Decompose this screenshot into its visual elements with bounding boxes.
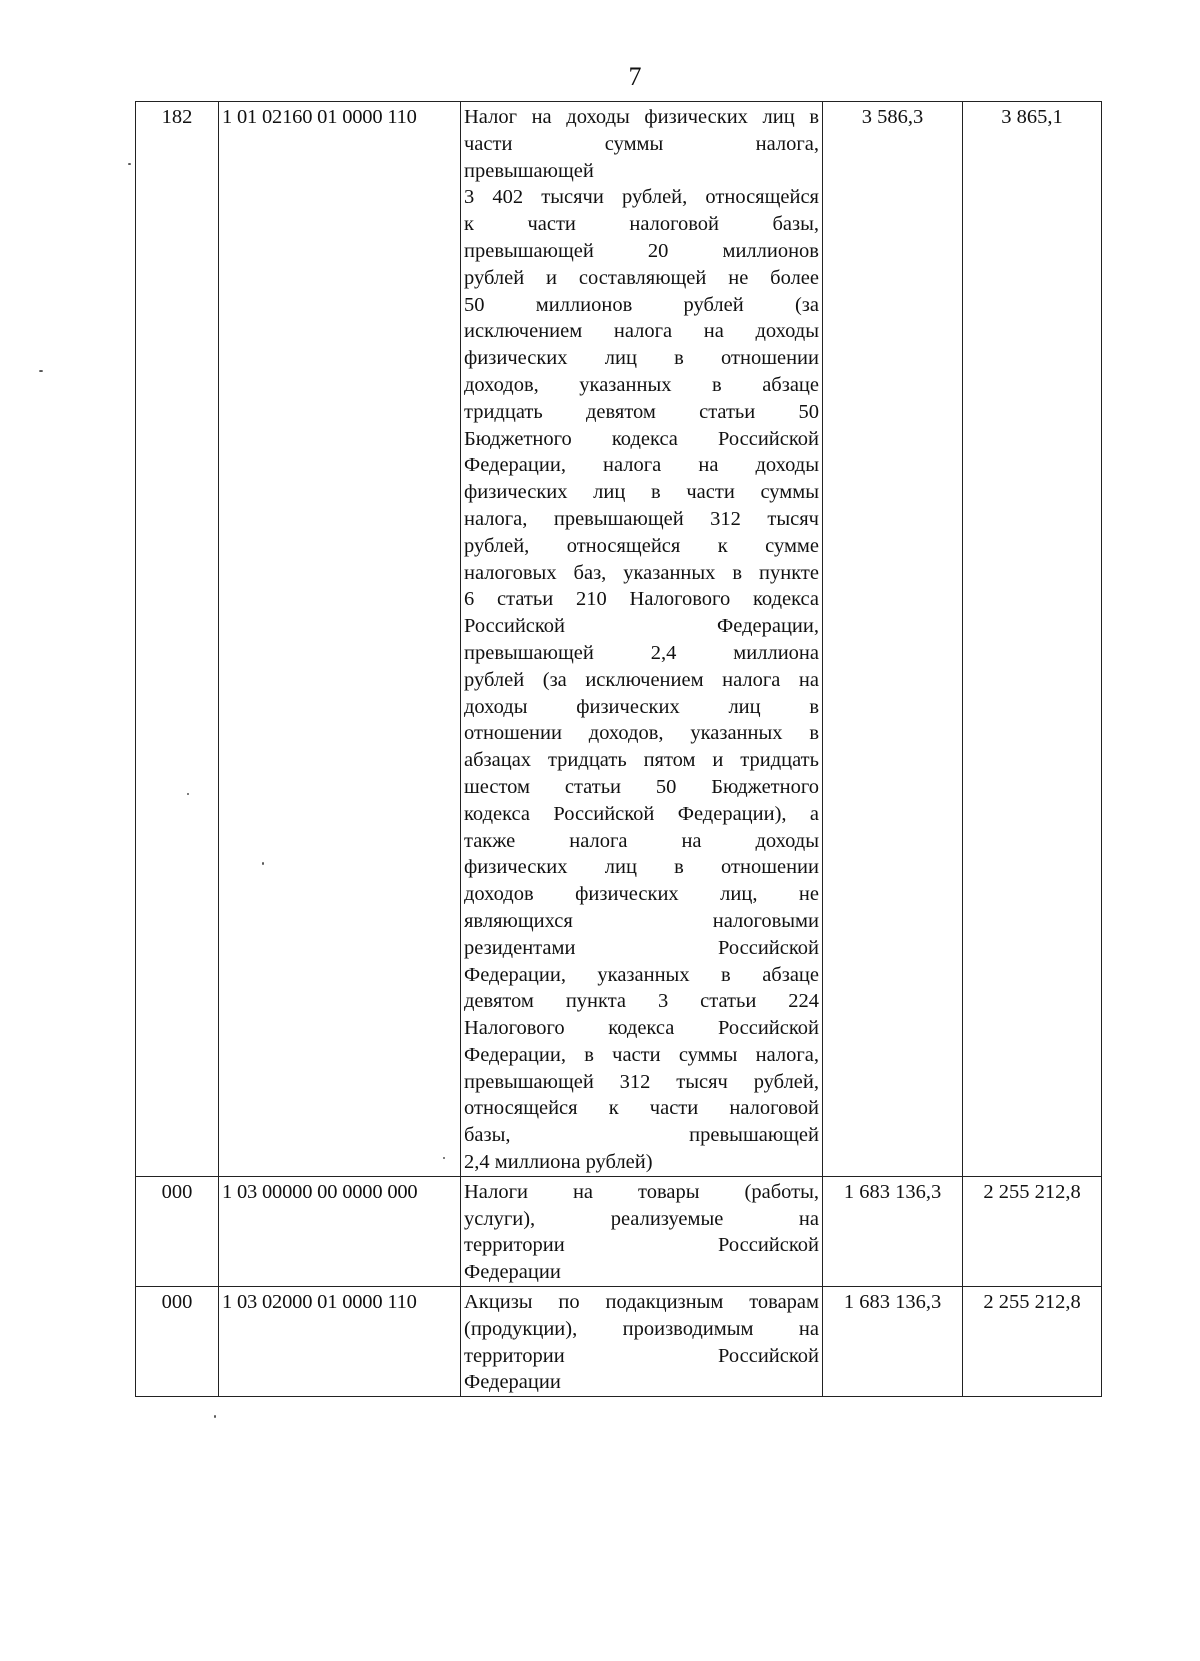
revenue-name-line: Российской Федерации, [464, 615, 819, 638]
admin-code-cell: 000 [136, 1287, 219, 1397]
amount-year1-cell: 3 586,3 [823, 102, 963, 1177]
revenue-name-line: доходов, указанных в абзаце [464, 373, 819, 396]
scan-speck [39, 370, 43, 372]
page-number: 7 [628, 62, 642, 91]
revenue-name-line: части суммы налога, [464, 132, 819, 155]
revenue-name-line: рублей (за исключением налога на [464, 668, 819, 691]
budget-code-cell: 1 03 00000 00 0000 000 [219, 1176, 461, 1286]
scan-speck [128, 163, 131, 165]
revenue-name-line: отношении доходов, указанных в [464, 722, 819, 745]
revenue-name-line: относящейся к части налоговой [464, 1097, 819, 1120]
revenue-name-line: превышающей 312 тысяч рублей, [464, 1070, 819, 1093]
admin-code-cell: 000 [136, 1176, 219, 1286]
revenue-name-line: физических лиц в части суммы [464, 481, 819, 504]
table-row [136, 102, 1102, 1177]
revenue-name-line: Федерации [464, 1371, 561, 1394]
budget-code-cell: 1 01 02160 01 0000 110 [219, 102, 461, 1177]
revenue-name-line: Федерации, налога на доходы [464, 454, 819, 477]
revenue-table [135, 101, 1102, 1397]
revenue-name-line: Налог на доходы физических лиц в [464, 106, 819, 128]
revenue-name-line: абзацах тридцать пятом и тридцать [464, 749, 819, 772]
revenue-name-line: резидентами Российской [464, 936, 819, 959]
revenue-name-line: налоговых баз, указанных в пункте [464, 561, 819, 584]
revenue-name-line: превышающей 2,4 миллиона [464, 641, 819, 664]
scan-speck [187, 793, 189, 795]
revenue-name-line: доходов физических лиц, не [464, 883, 819, 906]
revenue-name-line: базы, превышающей [464, 1124, 819, 1147]
revenue-name-line: также налога на доходы [464, 829, 819, 852]
revenue-name-line: (продукции), производимым на [464, 1317, 819, 1340]
revenue-name-line: налога, превышающей 312 тысяч [464, 507, 819, 530]
amount-year1-cell: 1 683 136,3 [823, 1176, 963, 1286]
scan-speck [443, 1157, 445, 1159]
amount-year1-cell: 1 683 136,3 [823, 1287, 963, 1397]
revenue-name-cell [461, 1287, 823, 1397]
amount-year2-cell: 3 865,1 [963, 102, 1102, 1177]
table-body [136, 102, 1102, 1397]
revenue-name-line: исключением налога на доходы [464, 320, 819, 343]
revenue-name-line: шестом статьи 50 Бюджетного [464, 775, 819, 798]
revenue-name-line: физических лиц в отношении [464, 347, 819, 370]
revenue-name-line: к части налоговой базы, [464, 213, 819, 236]
revenue-name-line: доходы физических лиц в [464, 695, 819, 718]
revenue-name-line: превышающей 20 миллионов [464, 239, 819, 262]
revenue-name-line: физических лиц в отношении [464, 856, 819, 879]
revenue-name-line: Бюджетного кодекса Российской [464, 427, 819, 450]
amount-year2-cell: 2 255 212,8 [963, 1287, 1102, 1397]
revenue-name-line: Акцизы по подакцизным товарам [464, 1291, 819, 1314]
revenue-name-line: 6 статьи 210 Налогового кодекса [464, 588, 819, 611]
revenue-name-line: рублей, относящейся к сумме [464, 534, 819, 557]
scan-speck [262, 862, 264, 865]
budget-code-cell: 1 03 02000 01 0000 110 [219, 1287, 461, 1397]
revenue-name-line: рублей и составляющей не более [464, 266, 819, 289]
revenue-name-line: девятом пункта 3 статьи 224 [464, 990, 819, 1013]
revenue-name-line: превышающей [464, 159, 594, 182]
revenue-name-line: 50 миллионов рублей (за [464, 293, 819, 316]
table-row [136, 1287, 1102, 1397]
revenue-name-line: кодекса Российской Федерации), а [464, 802, 819, 825]
revenue-name-line: территории Российской [464, 1234, 819, 1257]
revenue-name-line: 2,4 миллиона рублей) [464, 1151, 653, 1174]
revenue-name-line: услуги), реализуемые на [464, 1207, 819, 1230]
revenue-name-line: территории Российской [464, 1344, 819, 1367]
amount-year2-cell: 2 255 212,8 [963, 1176, 1102, 1286]
revenue-name-line: Федерации [464, 1261, 561, 1284]
revenue-name-cell [461, 1176, 823, 1286]
revenue-name-line: являющихся налоговыми [464, 909, 819, 932]
scan-speck [214, 1415, 216, 1418]
revenue-name-line: Федерации, в части суммы налога, [464, 1043, 819, 1066]
revenue-name-line: Налогового кодекса Российской [464, 1017, 819, 1040]
revenue-name-cell [461, 102, 823, 1177]
revenue-name-line: Налоги на товары (работы, [464, 1180, 819, 1203]
table-row [136, 1176, 1102, 1286]
admin-code-cell: 182 [136, 102, 219, 1177]
revenue-name-line: Федерации, указанных в абзаце [464, 963, 819, 986]
revenue-name-line: тридцать девятом статьи 50 [464, 400, 819, 423]
revenue-name-line: 3 402 тысячи рублей, относящейся [464, 186, 819, 209]
